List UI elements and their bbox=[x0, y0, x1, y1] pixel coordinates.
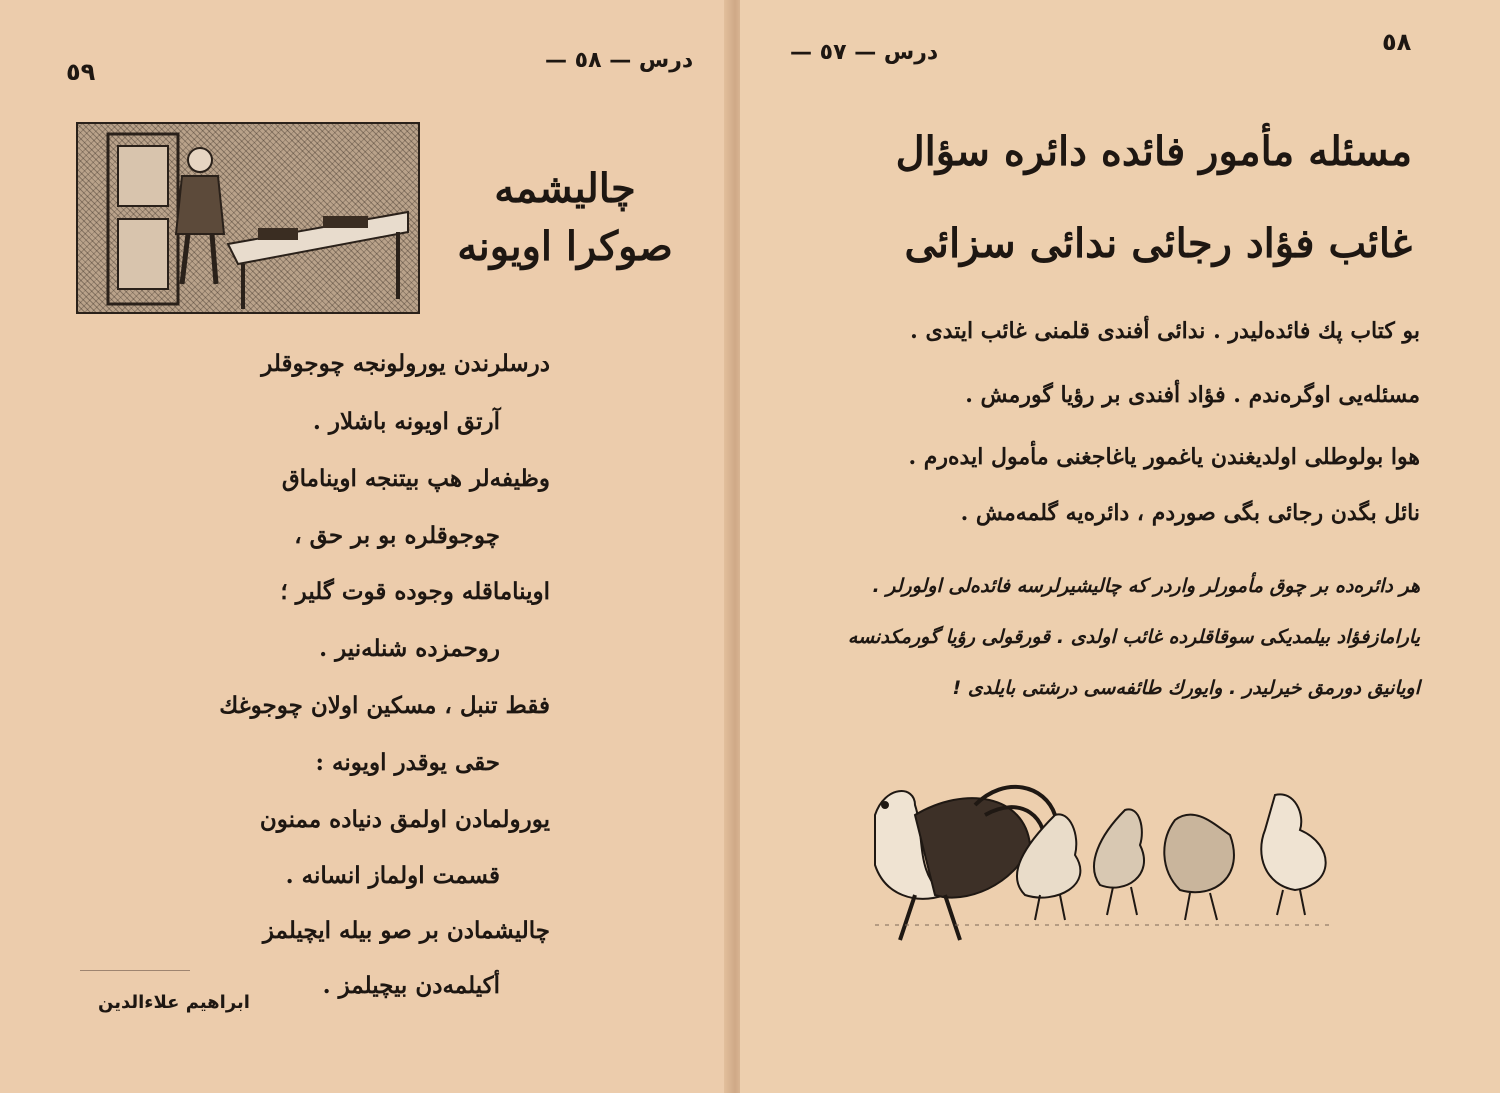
text-line: مسئله‌یی اوگره‌ندم . فؤاد أفندی بر رؤیا گورمش . bbox=[965, 382, 1420, 408]
poem-title-line-1: چالیشمه bbox=[494, 165, 636, 212]
poem-title bbox=[440, 160, 690, 276]
children-classroom-illustration bbox=[76, 122, 420, 314]
page-number-left: ٥٩ bbox=[66, 58, 96, 86]
verse-line: وظیفه‌لر هپ بیتنجه اویناماق bbox=[281, 465, 550, 492]
left-page bbox=[0, 0, 730, 1093]
handwritten-line: هر دائره‌ده بر چوق مأمورلر واردر که چالیشیرلرسه فائده‌لی اولورلر . bbox=[872, 575, 1420, 597]
text-line: بو کتاب پك فائده‌لیدر . ندائی أفندی قلمنی غائب ایتدی . bbox=[910, 318, 1420, 344]
poem-title-line-2: صوکرا اویونه bbox=[457, 223, 673, 270]
lesson-header-left: درس — ٥٨ — bbox=[545, 48, 694, 73]
verse-line: آرتق اویونه باشلار . bbox=[312, 408, 500, 435]
verse-line: أکیلمه‌دن بیچیلمز . bbox=[322, 972, 500, 999]
hen-icon bbox=[1261, 794, 1325, 915]
hen-icon bbox=[1094, 809, 1144, 915]
text-line: نائل بگدن رجائی بگی صوردم ، دائره‌یه گلمه‌مش . bbox=[960, 500, 1420, 526]
text-line: هوا بولوطلی اولدیغندن یاغمور یاغاجغنی مأمول ایده‌رم . bbox=[908, 444, 1420, 470]
vocabulary-line-2: غائب فؤاد رجائی ندائی سزائی bbox=[904, 220, 1412, 267]
verse-line: اویناماقله وجوده قوت گلیر ؛ bbox=[280, 578, 550, 605]
right-page bbox=[740, 0, 1500, 1093]
vocabulary-line-1: مسئله مأمور فائده دائره سؤال bbox=[895, 128, 1412, 175]
verse-line: فقط تنبل ، مسکین اولان چوجوغك bbox=[219, 692, 550, 719]
verse-line: چالیشمادن بر صو بیله ایچیلمز bbox=[262, 917, 550, 944]
verse-line: یورولمادن اولمق دنیاده ممنون bbox=[259, 806, 550, 833]
verse-line: درسلرندن یورولونجه چوجوقلر bbox=[261, 350, 550, 377]
hen-icon bbox=[1164, 815, 1234, 920]
rooster-and-hens-illustration bbox=[855, 775, 1355, 955]
handwritten-line: اویانیق دورمق خیرلیدر . وایورك طائفه‌سی درشتی بایلدی ! bbox=[952, 677, 1420, 699]
classroom-drawing bbox=[78, 124, 418, 312]
lesson-header-right: درس — ٥٧ — bbox=[790, 40, 939, 65]
verse-line: قسمت اولماز انسانه . bbox=[285, 862, 500, 889]
verse-line: چوجوقلره بو بر حق ، bbox=[294, 522, 500, 549]
handwritten-line: یارامازفؤاد بیلمدیکی سوقاقلرده غائب اولدی . قورقولی رؤیا گورمکدنسه bbox=[847, 626, 1420, 648]
page-number-right: ٥٨ bbox=[1382, 28, 1412, 56]
author-signature: ابراهیم علاءالدین bbox=[98, 992, 250, 1013]
author-rule bbox=[80, 970, 190, 971]
verse-line: روحمزده شنله‌نیر . bbox=[319, 635, 500, 662]
verse-line: حقی یوقدر اویونه : bbox=[315, 749, 500, 776]
